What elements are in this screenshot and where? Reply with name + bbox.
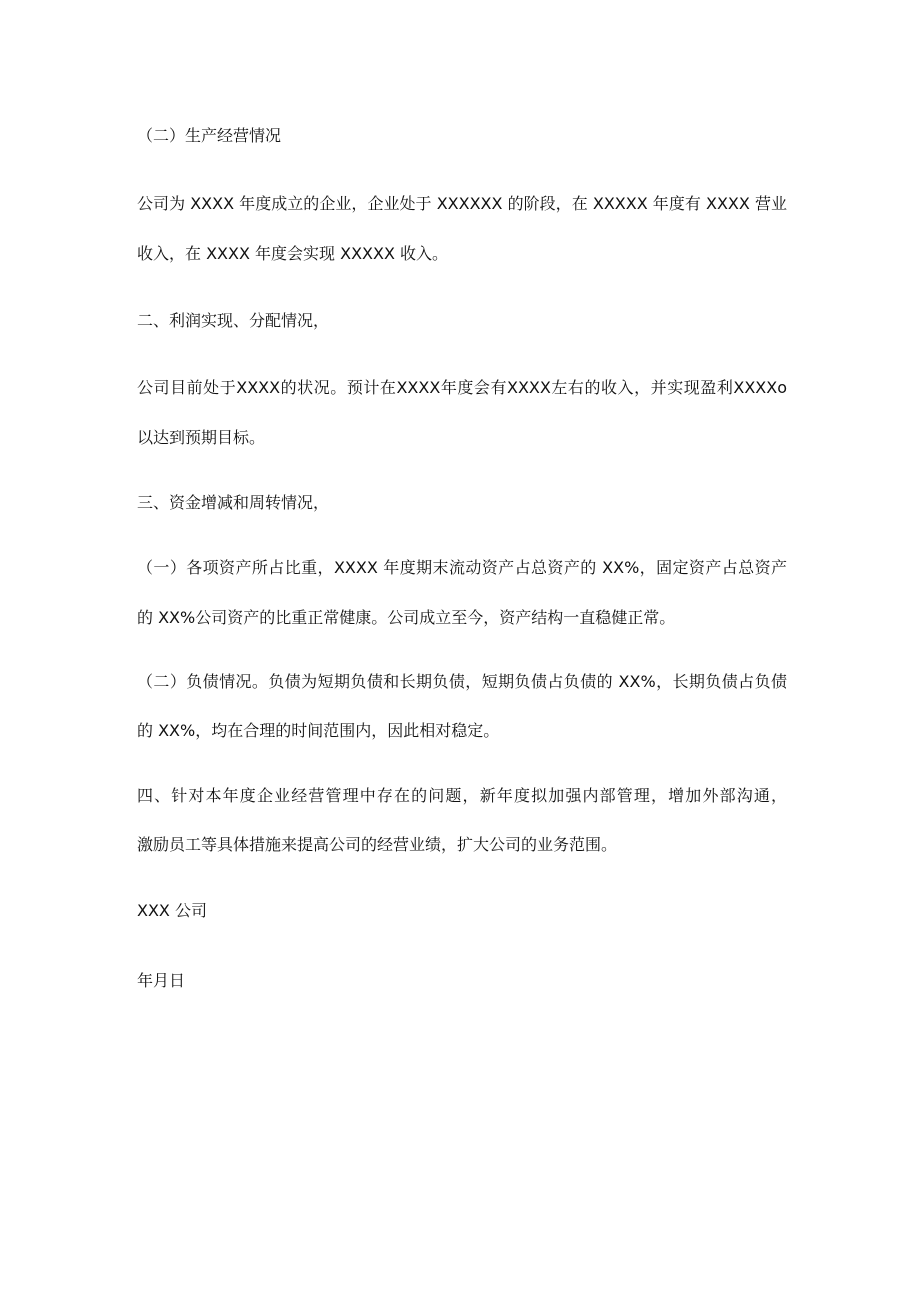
paragraph-profit-line-1: 公司目前处于XXXX的状况。预计在XXXX年度会有XXXX左右的收入，并实现盈利XXXXo — [137, 378, 787, 397]
paragraph-assets-line-2: 的 XX%公司资产的比重正常健康。公司成立至今，资产结构一直稳健正常。 — [137, 608, 676, 627]
paragraph-assets-line-1: （一）各项资产所占比重，XXXX 年度期末流动资产占总资产的 XX%，固定资产占总资产 — [137, 558, 787, 577]
paragraph-plan-line-1: 四、针对本年度企业经营管理中存在的问题，新年度拟加强内部管理，增加外部沟通， — [137, 786, 787, 805]
company-signature: XXX 公司 — [137, 901, 207, 920]
paragraph-production-line-2: 收入，在 XXXX 年度会实现 XXXXX 收入。 — [137, 244, 448, 263]
section-heading-capital: 三、资金增减和周转情况， — [137, 493, 330, 512]
paragraph-liabilities-line-2: 的 XX%，均在合理的时间范围内，因此相对稳定。 — [137, 721, 500, 740]
section-heading-profit: 二、利润实现、分配情况， — [137, 311, 330, 330]
section-heading-production: （二）生产经营情况 — [137, 126, 282, 145]
paragraph-liabilities-line-1: （二）负债情况。负债为短期负债和长期负债，短期负债占负债的 XX%，长期负债占负债 — [137, 672, 787, 691]
paragraph-profit-line-2: 以达到预期目标。 — [137, 428, 266, 447]
paragraph-production-line-1: 公司为 XXXX 年度成立的企业，企业处于 XXXXXX 的阶段，在 XXXXX 年度有 XXXX 营业 — [137, 194, 787, 213]
paragraph-plan-line-2: 激励员工等具体措施来提高公司的经营业绩，扩大公司的业务范围。 — [137, 835, 618, 854]
date-line: 年月日 — [137, 971, 186, 990]
